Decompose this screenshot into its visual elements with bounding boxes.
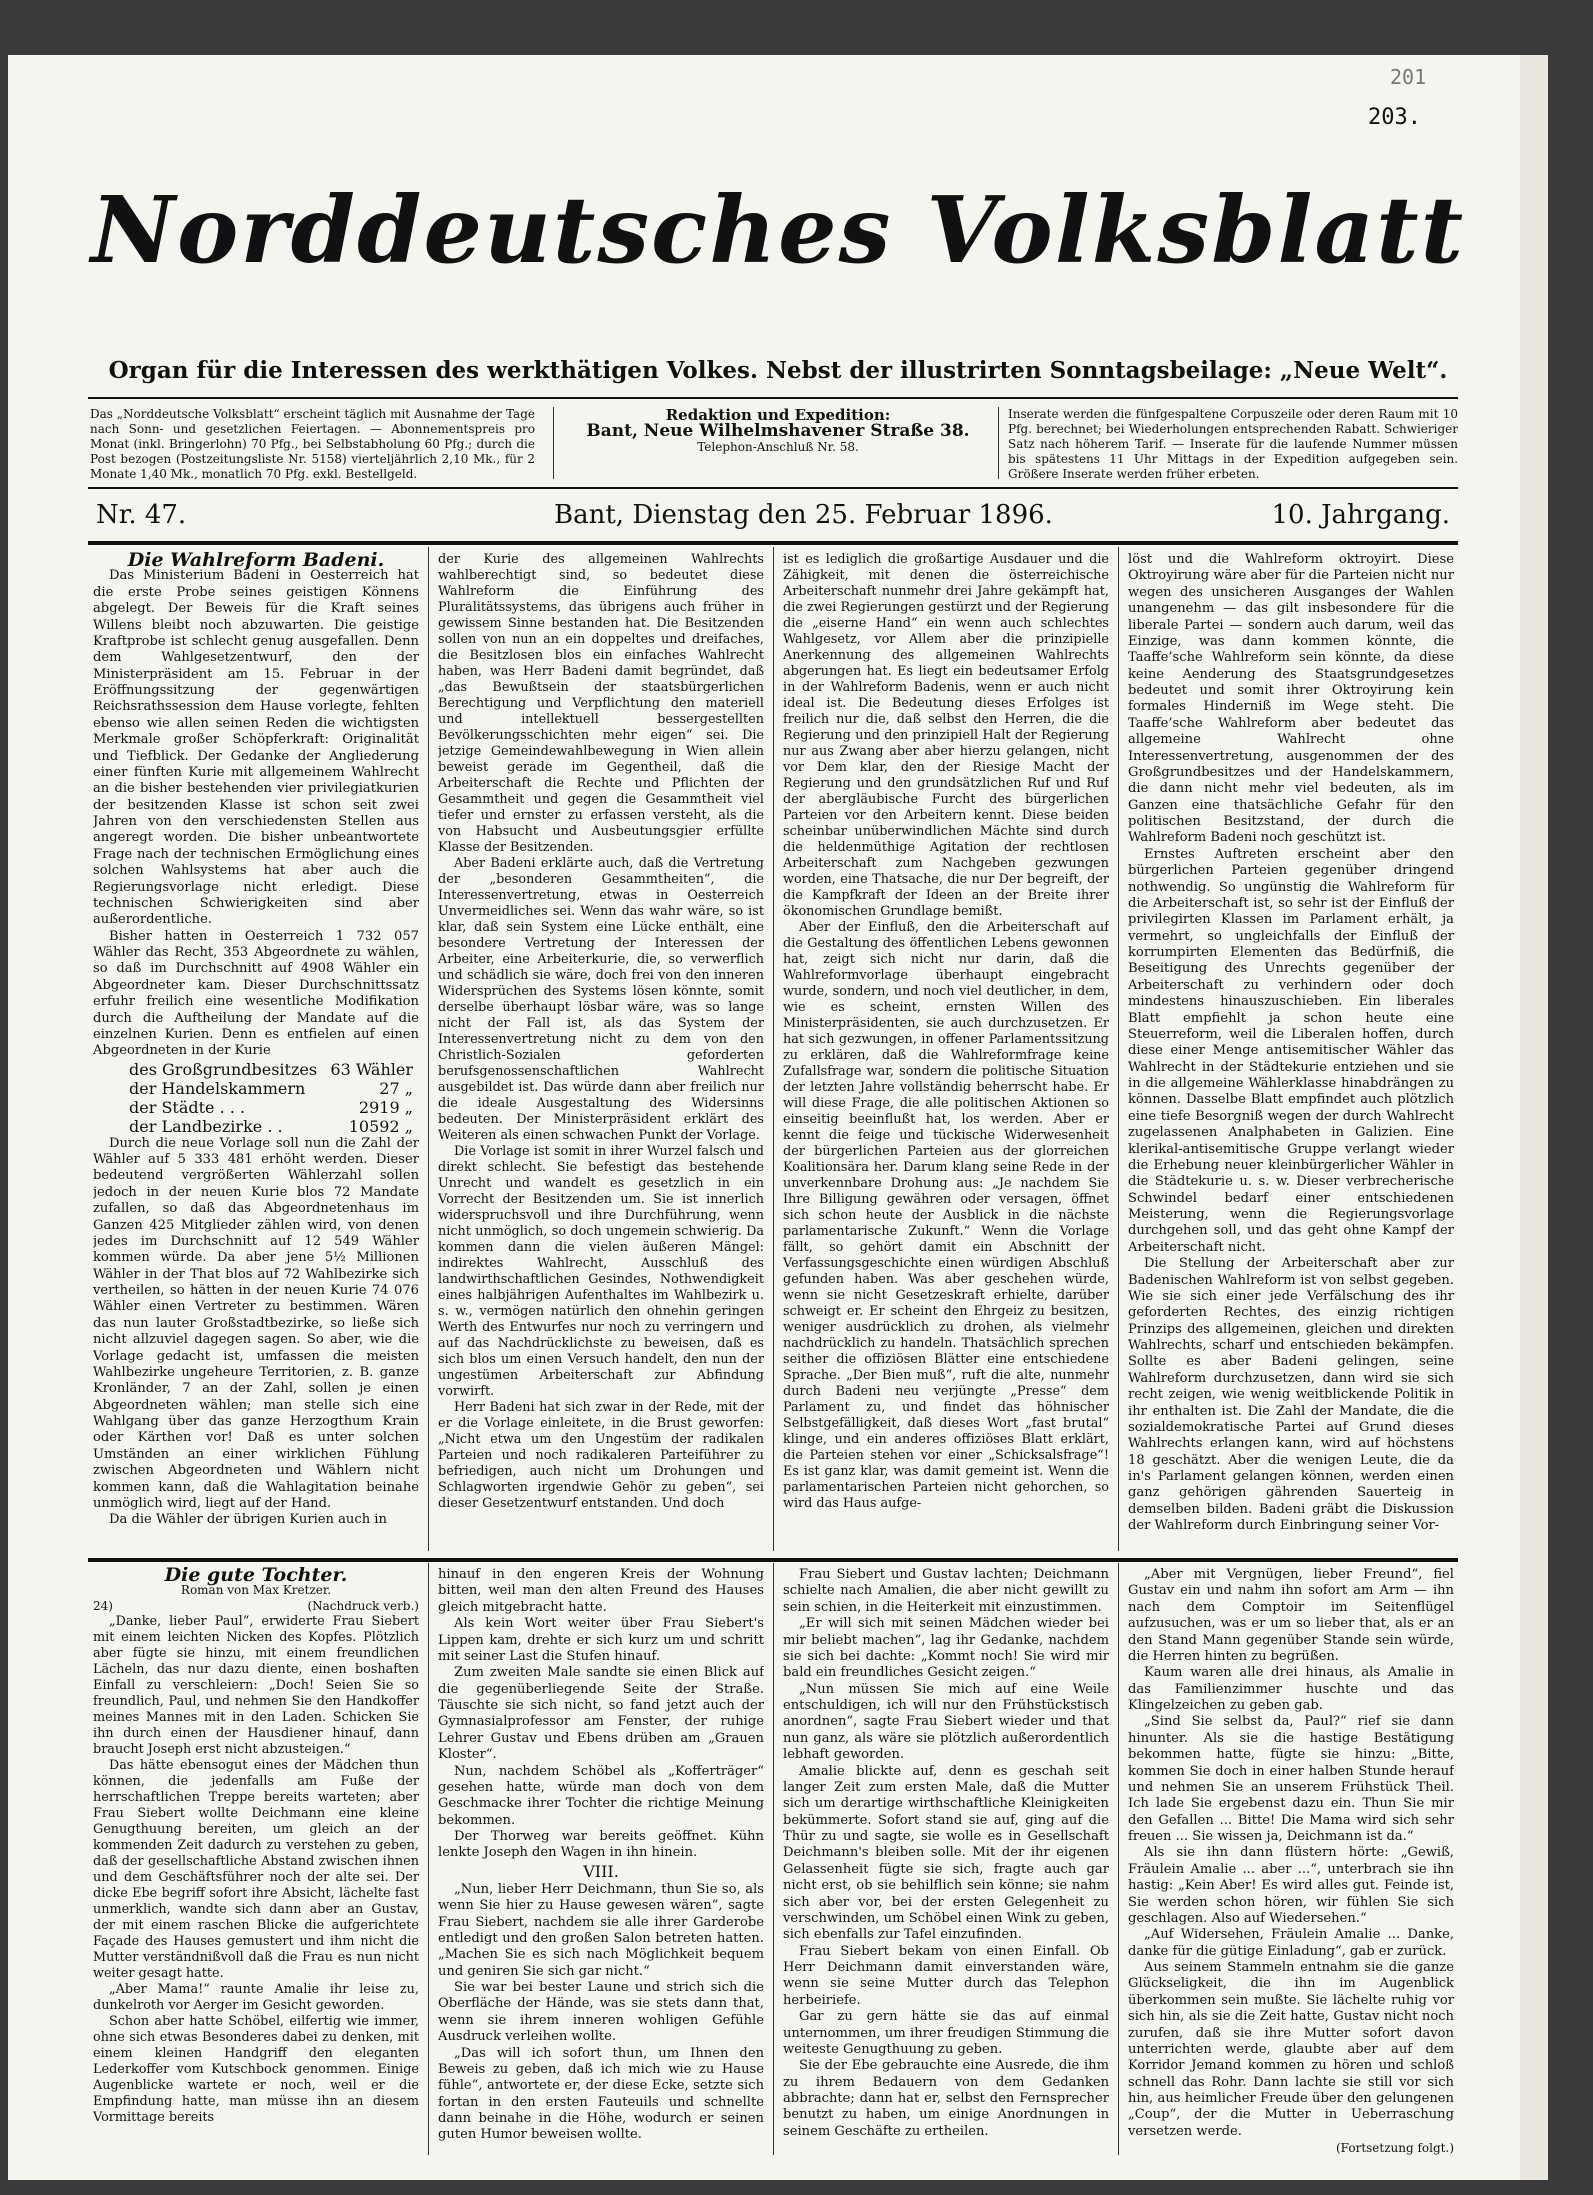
article2-paragraph: Aus seinem Stammeln entnahm sie die ganze Glückseligkeit, die ihn im Augenblick überkommen sein mußte. Sie lächelte ruhig vor sich hin, als sie die Zeit hatte, Gustav nicht noch zurufen, daß sie ihre Mutter sofort davon unterrichten werde, glaubte aber auf dem Korridor Jemand kommen zu hören und schloß schnell das Rohr. Dann lachte sie still vor sich hin, aus heimlicher Freude über den gelungenen „Coup“, der die Mutter in Ueberraschung versetzen werde. — [1128, 1960, 1454, 2139]
reprint-notice: (Nachdruck verb.) — [307, 1599, 419, 1613]
table-cell-label: des Großgrundbesitzes — [129, 1059, 318, 1079]
editorial-office-heading: Redaktion und Expedition: — [665, 406, 891, 424]
table-cell-label: der Landbezirke . . — [129, 1116, 283, 1136]
article1-paragraph: Da die Wähler der übrigen Kurien auch in — [109, 1512, 387, 1528]
table-row — [93, 1060, 419, 1079]
table-cell-value: 10592 „ — [348, 1116, 413, 1136]
handwritten-page-number: 203. — [1368, 105, 1421, 130]
article2-paragraph: „Nun, lieber Herr Deichmann, thun Sie so, als wenn Sie hier zu Hause gewesen wären“, sagte Frau Siebert, nachdem sie alle ihrer Garderobe entledigt und den großen Salon betreten hatten. „Machen Sie es sich nach Möglichkeit bequem und geniren Sie sich gar nicht.“ — [438, 1881, 764, 1979]
article1-paragraph: Aber der Einfluß, den die Arbeiterschaft auf die Gestaltung des öffentlichen Lebens gewonnen hat, zeigt sich nicht nur darin, daß die Wahlreformvorlage überhaupt eingebracht wurde, sondern, und noch viel deutlicher, in dem, wie es scheint, ernsten Willen des Ministerpräsidenten, sie auch durchzusetzen. Er hat sich gezwungen, in offener Parlamentssitzung zu erklären, daß die Wahlreformfrage keine Zufallsfrage war, sondern die politische Situation der letzten Jahre vollständig beherrscht habe. Er will diese Frage, die alle politischen Aktionen so einseitig beeinflußt hat, los werden. Aber er kennt die feige und tückische Widerwesenheit der bürgerlichen Parteien aus der glorreichen Koalitionsära her. Darum klang seine Rede in der unverkennbare Drohung aus: „Je nachdem Sie Ihre Billigung gewähren oder versagen, öffnet sich schon heute der Ausblick in die nächste parlamentarische Zukunft.“ Wenn die Vorlage fällt, so gehört damit ein Abschnitt der Verfassungsgeschichte einen würdigen Abschluß gefunden haben. Was aber geschehen würde, wenn sie nicht Gesetzeskraft erhielte, darüber schweigt er. Er scheint den Ehrgeiz zu besitzen, weniger ausdrücklich zu drohen, als vielmehr nachdrücklich zu handeln. Thatsächlich sprechen seither die offiziösen Blätter eine entschiedene Sprache. „Der Bien muß“, ruft die alte, nunmehr durch Badeni neu verjüngte „Presse“ dem Parlament zu, und findet das höhnischer Selbstgefälligkeit, daß dieses Wort „fast brutal“ klinge, und ein anderes offiziöses Blatt erklärt, die Parteien stehen vor einer „Schicksalsfrage“! Es ist ganz klar, was damit gemeint ist. Wenn die parlamentarischen Parteien nicht gehorchen, so wird das Haus aufge- — [783, 920, 1109, 1511]
column-divider — [773, 1563, 774, 2155]
article2-paragraph: Kaum waren alle drei hinaus, als Amalie in das Familienzimmer huschte und das Klingelzeichen zu geben gab. — [1128, 1665, 1454, 1713]
advertisement-info: Inserate werden die fünfgespaltene Corpuszeile oder deren Raum mit 10 Pfg. berechnet; bei Wiederholungen entsprechenden Rabatt. Schwieriger Satz nach höherem Tarif. — Inserate für die laufende Nummer müssen bis spätestens 11 Uhr Mittags in der Expedition aufgegeben sein. Größere Inserate werden früher erbeten. — [1008, 407, 1458, 481]
article1-paragraph: Ernstes Auftreten erscheint aber den bürgerlichen Parteien gegenüber dringend nothwendig. So ungünstig die Wahlreform für die Arbeiterschaft ist, so sehr ist der Einfluß der privilegirten Klassen im Parlament erhält, ja vermehrt, so ungleichfalls der Einfluß der korrumpirten Elementen das Bedürfniß, die Beseitigung des Unrechts gegenüber der Arbeiterschaft zu verhindern oder doch mindestens hinauszuschieben. Ein liberales Blatt empfiehlt ja schon heute eine Steuerreform, weil die Liberalen hoffen, durch diese einer Menge antisemitischer Wähler das Wahlrecht in der Städtekurie entziehen und sie in die allgemeine Wählerklasse hinabdrängen zu können. Dasselbe Blatt empfindet auch plötzlich eine tiefe Besorgniß wegen der durch Wahlrecht zugelassenen Analphabeten in Galizien. Eine klerikal-antisemitische Gruppe verlangt wieder die Erhebung neuer kleinbürgerlicher Wähler in die Städtekurie u. s. w. Dieser verbrecherische Schwindel bedarf einer entschiedenen Meisterung, wenn die Regierungsvorlage durchgehen soll, und das geht ohne Kampf der Arbeiterschaft nicht. — [1128, 846, 1454, 1255]
column-divider — [1118, 547, 1119, 1551]
table-cell-value: 2919 „ — [358, 1097, 413, 1117]
article2-column-1 — [93, 1567, 419, 2157]
subscription-info: Das „Norddeutsche Volksblatt“ erscheint täglich mit Ausnahme der Tage nach Sonn- und gesetzlichen Feiertagen. — Abonnementspreis pro Monat (inkl. Bringerlohn) 70 Pfg., bei Selbstabholung 60 Pfg.; durch die Post bezogen (Postzeitungsliste Nr. 5158) vierteljährlich 2,10 Mk., für 2 Monate 1,40 Mk., monatlich 70 Pfg. exkl. Bestellgeld. — [90, 407, 535, 481]
article2-paragraph: „Nun müssen Sie mich auf eine Weile entschuldigen, ich will nur den Frühstückstisch anordnen“, sagte Frau Siebert wieder und that nun ganz, als wäre sie plötzlich außerordentlich lebhaft geworden. — [783, 1681, 1109, 1763]
article2-paragraph: „Er will sich mit seinen Mädchen wieder bei mir beliebt machen“, lag ihr Gedanke, nachdem sie sich bei dachte: „Kommt noch! Sie wird mir bald ein freundliches Gesicht zeigen.“ — [783, 1616, 1109, 1681]
rule-dateline-bottom — [88, 541, 1458, 545]
article2-column-3 — [783, 1567, 1109, 2157]
article2-paragraph: Der Thorweg war bereits geöffnet. Kühn lenkte Joseph den Wagen in ihn hinein. — [438, 1829, 764, 1861]
article1-paragraph: der Kurie des allgemeinen Wahlrechts wahlberechtigt sind, so bedeutet diese Wahlreform die Einführung des Pluralitätssystems, das übrigens auch früher in gewissem Sinne bestanden hat. Die Besitzenden sollen von nun an ein doppeltes und dreifaches, die Besitzlosen blos ein einfaches Wahlrecht haben, was Herr Badeni damit begründet, daß „das Bewußtsein der staatsbürgerlichen Berechtigung und Verpflichtung den materiell und intellektuell bessergestellten Bevölkerungsschichten mehr eigen“ sei. Die jetzige Gemeindewahlbewegung in Wien allein beweist gerade im Gegentheil, daß die Arbeiterschaft die Rechte und Pflichten der Gesammtheit und gegen die Gesammtheit viel tiefer und ernster zu erfassen versteht, als die von Habsucht und Ausbeutungsgier erfüllte Klasse der Besitzenden. — [438, 552, 764, 855]
volume-year: 10. Jahrgang. — [1271, 500, 1450, 530]
table-cell-value: 63 Wähler — [330, 1059, 413, 1079]
chapter-number: VIII. — [583, 1861, 619, 1881]
article1-column-3 — [783, 552, 1109, 1552]
article2-meta — [93, 1598, 419, 1614]
article1-paragraph: Das Ministerium Badeni in Oesterreich hat die erste Probe seines geistigen Könnens abgelegt. Der Beweis für die Kraft seines Willens bleibt noch abzuwarten. Die geistige Kraftprobe ist schlecht genug ausgefallen. Denn dem Wahlgesetzentwurf, den der Ministerpräsident am 15. Februar in der Eröffnungssitzung der gegenwärtigen Reichsrathssession dem Hause vorlegte, fehlten ebenso wie allen seinen Reden die wichtigsten Merkmale großer Schöpferkraft: Originalität und Tiefblick. Der Gedanke der Angliederung einer fünften Kurie mit allgemeinem Wahlrecht an die bisher bestehenden vier privilegiatkurien der besitzenden Klasse ist schon seit zwei Jahren von den verschiedensten Stellen aus angeregt worden. Die bisher unbeantwortete Frage nach der technischen Ermöglichung eines solchen Wahlsystems hat aber auch die Regierungsvorlage nicht erledigt. Diese technischen Schwierigkeiten sind aber außerordentliche. — [93, 568, 419, 928]
article2-paragraph: Sie war bei bester Laune und strich sich die Oberfläche der Hände, was sie stets dann that, wenn sie ihrem inneren wohligen Gefühle Ausdruck verleihen wollte. — [438, 1980, 764, 2045]
rule-top — [88, 397, 1458, 399]
article2-paragraph: Als kein Wort weiter über Frau Siebert's Lippen kam, drehte er sich kurz um und schritt mit seiner Last die Stufen hinauf. — [438, 1616, 764, 1664]
article2-paragraph: „Auf Widersehen, Fräulein Amalie ... Danke, danke für die gütige Einladung“, gab er zurück. — [1128, 1927, 1454, 1959]
article1-paragraph: Die Stellung der Arbeiterschaft aber zur Badenischen Wahlreform ist von selbst gegeben. Wie sie sich einer jede Verfälschung des ihr geforderten Rechtes, des einzig richtigen Prinzips des allgemeinen, gleichen und direkten Wahlrechts, scharf und entschieden bekämpfen. Sollte es aber Badeni gelingen, seine Wahlreform durchzusetzen, dann wird sie sich recht zeigen, wie wenig weitblickende Politik in ihr enthalten ist. Die Zahl der Mandate, die die sozialdemokratische Partei auf Grund dieses Wahlrechts erlangen kann, wird auf höchstens 18 geschätzt. Aber die wenigen Leute, die da in's Parlament gelangen können, werden einen ganz gehörigen gährenden Sauerteig in demselben bilden. Badeni gräbt die Diskussion der Wahlreform durch Einbringung seiner Vor- — [1128, 1256, 1454, 1534]
masthead-title: Norddeutsches Volksblatt — [90, 176, 1466, 284]
issue-number: Nr. 47. — [96, 500, 187, 530]
article2-paragraph: „Danke, lieber Paul“, erwiderte Frau Siebert mit einem leichten Nicken des Kopfes. Plötzlich aber fügte sie hinzu, mit einem freundlichen Lächeln, das nur dazu diente, einen boshaften Einfall zu verschleiern: „Doch! Seien Sie so freundlich, Paul, und nehmen Sie den Handkoffer meines Mannes mit in den Laden. Schicken Sie ihn durch einen der Hausdiener hinauf, dann braucht Joseph erst nicht abzusteigen.“ — [93, 1614, 419, 1757]
page-edge — [1520, 55, 1548, 2180]
article2-column-2 — [438, 1567, 764, 2157]
editorial-office-address: Bant, Neue Wilhelmshavener Straße 38. — [586, 421, 970, 441]
article2-paragraph: Schon aber hatte Schöbel, eilfertig wie immer, ohne sich etwas Besonderes dabei zu denken, mit einem kleinen Handgriff den eleganten Lederkoffer vom Kutschbock genommen. Einige Augenblicke wartete er noch, weil er die Empfindung hatte, man müsse ihn an diesem Vormittage bereits — [93, 2014, 419, 2125]
article2-title: Die gute Tochter. — [164, 1567, 348, 1586]
article1-paragraph: Bisher hatten in Oesterreich 1 732 057 Wähler das Recht, 353 Abgeordnete zu wählen, so daß im Durchschnitt auf 4908 Wähler ein Abgeordneter kam. Dieser Durchschnittssatz erfuhr freilich eine wesentliche Modifikation durch die Auftheilung der Mandate auf die einzelnen Kurien. Denn es entfielen auf einen Abgeordneten in der Kurie — [93, 928, 419, 1059]
dateline — [96, 500, 1456, 534]
faint-page-number: 201 — [1390, 65, 1427, 89]
column-divider — [1118, 1563, 1119, 2155]
article1-column-4 — [1128, 552, 1454, 1552]
article2-paragraph: Frau Siebert und Gustav lachten; Deichmann schielte nach Amalien, die aber nicht gewillt zu sein schien, in die Heiterkeit mit einzustimmen. — [783, 1567, 1109, 1615]
article2-paragraph: Frau Siebert bekam von einen Einfall. Ob Herr Deichmann damit einverstanden wäre, wenn sie seine Mutter durch das Telephon herbeiriefe. — [783, 1943, 1109, 2008]
table-row — [93, 1098, 419, 1117]
column-divider — [773, 547, 774, 1551]
article1-column-2 — [438, 552, 764, 1552]
installment-number: 24) — [93, 1599, 113, 1613]
article1-title: Die Wahlreform Badeni. — [127, 552, 385, 571]
rule-info-bottom — [88, 487, 1458, 489]
article1-paragraph: Durch die neue Vorlage soll nun die Zahl der Wähler auf 5 333 481 erhöht werden. Dieser bedeutend vergrößerten Wählerzahl sollen jedoch in der neuen Kurie blos 72 Mandate zufallen, so daß das Abgeordnetenhaus im Ganzen 425 Mitglieder zählen wird, von denen jedes im Durchschnitt auf 12 549 Wähler kommen würde. Da aber jene 5½ Millionen Wähler in der That blos auf 72 Wahlbezirke sich vertheilen, so hätten in der neuen Kurie 74 076 Wähler einen Vertreter zu bestimmen. Wären das nun lauter Großstadtbezirke, so ließe sich nicht allzuviel dagegen sagen. So aber, wie die Vorlage gedacht ist, umfassen die meisten Wahlbezirke ungeheure Territorien, z. B. ganze Kronländer, 7 an der Zahl, sollen je einen Abgeordneten wählen; man stelle sich eine Wahlgang über das ganze Herzogthum Krain oder Kärthen vor! Daß es unter solchen Umständen an einer wirklichen Fühlung zwischen Abgeordneten und Wählern nicht kommen kann, daß die Wahlagitation beinahe unmöglich wird, liegt auf der Hand. — [93, 1135, 419, 1511]
article2-paragraph: Zum zweiten Male sandte sie einen Blick auf die gegenüberliegende Seite der Straße. Täuschte sie sich nicht, so fand jetzt auch der Gymnasialprofessor am Fenster, der ruhige Lehrer Gustav und Ebens drüben am „Grauen Kloster“. — [438, 1665, 764, 1763]
voters-table — [93, 1060, 419, 1136]
article1-paragraph: ist es lediglich die großartige Ausdauer und die Zähigkeit, mit denen die österreichische Arbeiterschaft nunmehr drei Jahre gekämpft hat, die zwei Regierungen gestürzt und der Regierung die „eiserne Hand“ ein wenn auch schlechtes Wahlgesetz, vor Allem aber die prinzipielle Anerkennung des allgemeinen Wahlrechts abgerungen hat. Es liegt ein bedeutsamer Erfolg in der Wahlreform Badenis, wenn er auch nicht ideal ist. Die Bedeutung dieses Erfolges ist freilich nur die, daß selbst den Herren, die die Regierung und den prinzipiell Halt der Regierung nur aus Zwang aber aber hierzu gelangen, nicht vor Dem klar, den der Riesige Macht der Regierung und den grundsätzlichen Ruf und Ruf der abergläubische Furcht des bürgerlichen Parteien vor den Arbeitern kennt. Diese beiden scheinbar unüberwindlichen Mächte sind durch die heldenmüthige Agitation der rechtlosen Arbeiterschaft zum Nachgeben gezwungen worden, eine Thatsache, die nur Der begreift, der die Kampfkraft der Ideen an der Breite ihrer ökonomischen Grundlage bemißt. — [783, 552, 1109, 919]
to-be-continued: (Fortsetzung folgt.) — [1336, 2141, 1454, 2156]
info-divider-right — [998, 407, 999, 479]
article1-column-1 — [93, 552, 419, 1552]
table-cell-label: der Städte . . . — [129, 1097, 246, 1117]
table-row — [93, 1117, 419, 1136]
column-divider — [428, 1563, 429, 2155]
article1-paragraph: löst und die Wahlreform oktroyirt. Diese Oktroyirung wäre aber für die Parteien nicht nur wegen des unsicheren Ausganges der Wahlen unangenehm — das gilt insbesondere für die liberale Partei — sondern auch darum, weil das Einzige, was dann kommen könnte, die Taaffe’sche Wahlreform sein könnte, da diese keine Aenderung des Staatsgrundgesetzes bedeutet und somit ihrer Oktroyirung kein formales Hinderniß im Wege steht. Die Taaffe’sche Wahlreform aber bedeutet das allgemeine Wahlrecht ohne Interessenvertretung, ausgenommen der des Großgrundbesitzes und der Handelskammern, die dann nicht mehr viel bedeuten, als im Ganzen eine thatsächliche Gefahr für den politischen Besitzstand, der durch die Wahlreform Badeni noch geschützt ist. — [1128, 552, 1454, 846]
article2-column-4 — [1128, 1567, 1454, 2157]
article2-paragraph: Gar zu gern hätte sie das auf einmal unternommen, um ihrer freudigen Stimmung die weiteste Genugthuung zu geben. — [783, 2009, 1109, 2057]
article2-paragraph: „Aber mit Vergnügen, lieber Freund“, fiel Gustav ein und nahm ihn sofort am Arm — ihn nach dem Comptoir im Seitenflügel aufzusuchen, was er um so lieber that, als er an den Stand Mann gegenüber Stande sein würde, die Herren hinten zu begrüßen. — [1128, 1567, 1454, 1664]
article2-paragraph: hinauf in den engeren Kreis der Wohnung bitten, weil man den alten Freund des Hauses gleich mitgebracht hatte. — [438, 1567, 764, 1615]
article1-paragraph: Die Vorlage ist somit in ihrer Wurzel falsch und direkt schlecht. Sie befestigt das bestehende Unrecht und wandelt es gesetzlich in ein Vorrecht der Besitzenden um. Sie ist innerlich widerspruchsvoll und ihre Durchführung, wenn nicht unmöglich, so doch ungemein schwierig. Da kommen dann die vielen äußeren Mängel: indirektes Wahlrecht, Ausschluß des landwirthschaftlichen Gesindes, Nothwendigkeit eines halbjährigen Aufenthaltes im Wahlbezirk u. s. w., vermögen natürlich den ohnehin geringen Werth des Entwurfes nur noch zu verringern und auf das Nachdrücklichste zu beweisen, daß es sich blos um einen Versuch handelt, den nun der ungestümen Arbeiterschaft zur Abfindung vorwirft. — [438, 1144, 764, 1399]
article2-paragraph: Amalie blickte auf, denn es geschah seit langer Zeit zum ersten Male, daß die Mutter sich um derartige wirthschaftliche Kleinigkeiten bekümmerte. Sofort stand sie auf, ging auf die Thür zu und sagte, sie wolle es in Gesellschaft Deichmann's bleiben solle. Mit der ihr eigenen Gelassenheit fügte sie sich, fragte auch gar nicht erst, ob sie behilflich sein könne; sie nahm sich aber vor, bei der ersten Gelegenheit zu verschwinden, um Schöbel einen Wink zu geben, sich ebenfalls zur Tafel einzufinden. — [783, 1763, 1109, 1943]
editorial-office-info — [568, 407, 988, 456]
place-and-date: Bant, Dienstag den 25. Februar 1896. — [554, 500, 1053, 530]
article2-paragraph: „Sind Sie selbst da, Paul?“ rief sie dann hinunter. Als sie die hastige Bestätigung bekommen hatte, fügte sie hinzu: „Bitte, kommen Sie doch in einer halben Stunde herauf und nehmen Sie an unserem Frühstück Theil. Ich lade Sie ergebenst dazu ein. Thun Sie mir den Gefallen ... Bitte! Die Mama wird sich sehr freuen ... Sie wissen ja, Deichmann ist da.“ — [1128, 1714, 1454, 1844]
table-cell-label: der Handelskammern — [129, 1078, 306, 1098]
newspaper-page — [8, 55, 1548, 2180]
article2-paragraph: Sie der Ebe gebrauchte eine Ausrede, die ihm zu ihrem Bedauern von dem Gedanken abbrachte; dann hat er, selbst den Fernsprecher benutzt zu haben, um einige Anordnungen in seinem Geschäfte zu ertheilen. — [783, 2058, 1109, 2139]
article2-author: Roman von Max Kretzer. — [180, 1583, 332, 1597]
feuilleton-rule — [88, 1558, 1458, 1562]
info-divider-left — [553, 407, 554, 479]
article2-paragraph: „Das will ich sofort thun, um Ihnen den Beweis zu geben, daß ich mich wie zu Hause fühle“, antwortete er, der diese Ecke, setzte sich fortan in den ersten Fauteuils und schnellte dann beinahe in die Höhe, wodurch er seinen guten Humor beweisen wollte. — [438, 2045, 764, 2143]
article2-paragraph: Nun, nachdem Schöbel als „Kofferträger“ gesehen hatte, würde man doch von dem Geschmacke ihrer Tochter die richtige Meinung bekommen. — [438, 1763, 764, 1828]
table-cell-value: 27 „ — [379, 1078, 413, 1098]
masthead-subtitle: Organ für die Interessen des werkthätigen Volkes. Nebst der illustrirten Sonntagsbeilage: „Neue Welt“. — [108, 357, 1448, 384]
article2-paragraph: Als sie ihn dann flüstern hörte: „Gewiß, Fräulein Amalie ... aber ...“, unterbrach sie ihn hastig: „Kein Aber! Es wird alles gut. Feinde ist, Sie werden schon hören, wir fühlen Sie sich geschlagen. Also auf Wiedersehen.“ — [1128, 1845, 1454, 1926]
article1-paragraph: Aber Badeni erklärte auch, daß die Vertretung der „besonderen Gesammtheiten“, die Interessenvertretung, etwas in Oesterreich Unvermeidliches sei. Wenn das wahr wäre, so ist klar, daß sein System eine Lücke enthält, eine besondere Vertretung der Interessen der Arbeiter, eine Arbeiterkurie, die, so verwerflich und schädlich sie wäre, doch frei von den inneren Widersprüchen des Systems lösen könnte, somit derselbe überhaupt lösbar wäre, was so lange nicht der Fall ist, als das System der Interessenvertretung nicht zu dem von den Christlich-Sozialen geforderten berufsgenossenschaftlichen Wahlrecht ausgebildet ist. Das würde dann aber freilich nur die ideale Ausgestaltung des Widersinns bedeuten. Der Ministerpräsident erklärt des Weiteren als einen schwachen Punkt der Vorlage. — [438, 856, 764, 1143]
article2-paragraph: Das hätte ebensogut eines der Mädchen thun können, die jedenfalls am Fuße der herrschaftlichen Treppe bereits warteten; aber Frau Siebert wollte Deichmann eine kleine Genugthuung bereiten, um gleich an der kommenden Zeit dadurch zu verstehen zu geben, daß der gesellschaftliche Abstand zwischen ihnen und dem Geschäftsführer noch der alte sei. Der dicke Ebe begriff sofort ihre Absicht, lächelte fast unmerklich, wandte sich dann aber an Gustav, der mit einem raschen Blicke die aufgerichtete Façade des Hauses gemustert und ihm nicht die Mutter verständnißvoll daß die Frau es nun nicht weiter gesagt hatte. — [93, 1758, 419, 1981]
article2-paragraph: „Aber Mama!“ raunte Amalie ihr leise zu, dunkelroth vor Aerger im Gesicht geworden. — [93, 1982, 419, 2013]
column-divider — [428, 547, 429, 1551]
telephone-info: Telephon-Anschluß Nr. 58. — [697, 440, 859, 454]
article1-paragraph: Herr Badeni hat sich zwar in der Rede, mit der er die Vorlage einleitete, in die Brust geworfen: „Nicht etwa um den Ungestüm der radikalen Parteien und noch radikaleren Parteiführer zu befriedigen, auch nicht um Drohungen und Schlagworten irgendwie Gehör zu geben“, sei dieser Gesetzentwurf entstanden. Und doch — [438, 1400, 764, 1511]
table-row — [93, 1079, 419, 1098]
